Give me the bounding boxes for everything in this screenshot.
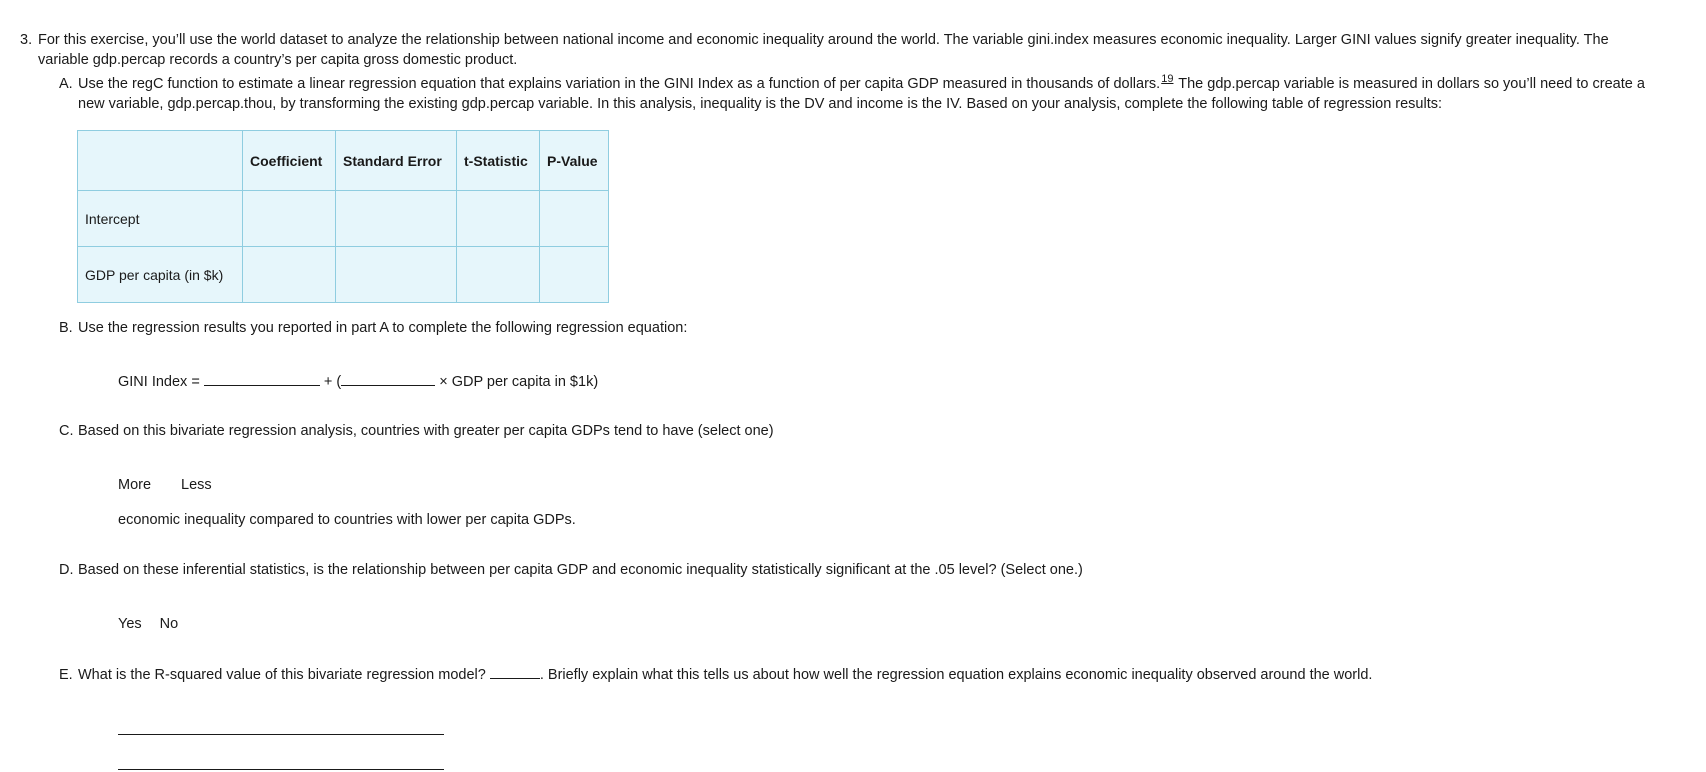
part-e-text-before: What is the R-squared value of this bivariate regression model?: [78, 667, 490, 683]
part-e: [59, 664, 1372, 685]
part-d: [59, 560, 1083, 580]
intercept-t-statistic-cell[interactable]: [457, 191, 540, 247]
answer-line-1[interactable]: [118, 734, 444, 735]
answer-line-2[interactable]: [118, 769, 444, 770]
table-header-row: [78, 131, 609, 191]
row-label-intercept: Intercept: [78, 191, 243, 247]
option-less[interactable]: Less: [181, 477, 212, 493]
question-3: [20, 30, 1680, 70]
part-b-letter: B.: [59, 320, 73, 336]
gdp-coefficient-cell[interactable]: [243, 247, 336, 303]
option-no[interactable]: No: [159, 616, 179, 632]
part-d-letter: D.: [59, 562, 74, 578]
part-a-text-after: The gdp.percap variable is measured in dollars so you’ll need to create a: [1174, 76, 1645, 92]
intercept-blank[interactable]: [204, 371, 320, 386]
slope-blank[interactable]: [341, 371, 435, 386]
part-d-text: Based on these inferential statistics, is the relationship between per capita GDP and economic inequality statistically significant at the .05 level? (Select one.): [78, 562, 1083, 578]
gdp-t-statistic-cell[interactable]: [457, 247, 540, 303]
part-a-text: Use the regC function to estimate a linear regression equation that explains variation in the GINI Index as a function of per capita GDP measured in thousands of dollars.: [78, 76, 1161, 92]
table-header-blank: [78, 131, 243, 191]
table-row: [78, 191, 609, 247]
part-a-letter: A.: [59, 76, 73, 92]
r-squared-blank[interactable]: [490, 664, 540, 679]
intercept-coefficient-cell[interactable]: [243, 191, 336, 247]
part-d-options: [118, 614, 196, 634]
intercept-p-value-cell[interactable]: [540, 191, 609, 247]
part-c: [59, 421, 774, 441]
question-text-line2: variable gdp.percap records a country’s per capita gross domestic product.: [38, 52, 518, 68]
part-a-line2: new variable, gdp.percap.thou, by transforming the existing gdp.percap variable. In this analysis, inequality is the DV and income is the IV. Based on your analysis, complete the following table of regression results:: [78, 96, 1443, 112]
equation-left: GINI Index =: [118, 374, 204, 390]
part-c-tail: economic inequality compared to countries with lower per capita GDPs.: [118, 512, 576, 528]
option-more[interactable]: More: [118, 477, 152, 493]
question-number: 3.: [20, 32, 33, 48]
table-header-coefficient: Coefficient: [243, 131, 336, 191]
part-e-letter: E.: [59, 667, 73, 683]
equation-plus: + (: [319, 374, 342, 390]
row-label-gdp: GDP per capita (in $k): [78, 247, 243, 303]
part-b: [59, 318, 687, 338]
table-header-t-statistic: t-Statistic: [457, 131, 540, 191]
question-text-line1: For this exercise, you’ll use the world dataset to analyze the relationship between national income and economic inequality around the world. The variable gini.index measures economic inequality. Larger GINI values signify greater inequality. The: [38, 32, 1609, 48]
part-c-options: [118, 475, 242, 495]
table-row: [78, 247, 609, 303]
part-c-letter: C.: [59, 423, 74, 439]
footnote-link[interactable]: 19: [1161, 73, 1174, 85]
part-a: [59, 74, 1699, 114]
table-header-p-value: P-Value: [540, 131, 609, 191]
regression-equation: [118, 371, 598, 392]
option-yes[interactable]: Yes: [118, 616, 142, 632]
part-e-text-after: . Briefly explain what this tells us about how well the regression equation explains economic inequality observed around the world.: [539, 667, 1373, 683]
intercept-standard-error-cell[interactable]: [336, 191, 457, 247]
equation-right: × GDP per capita in $1k): [435, 374, 599, 390]
table-header-standard-error: Standard Error: [336, 131, 457, 191]
regression-table: [77, 130, 609, 303]
gdp-standard-error-cell[interactable]: [336, 247, 457, 303]
gdp-p-value-cell[interactable]: [540, 247, 609, 303]
part-c-text: Based on this bivariate regression analysis, countries with greater per capita GDPs tend to have (select one): [78, 423, 774, 439]
part-b-text: Use the regression results you reported in part A to complete the following regression equation:: [78, 320, 688, 336]
